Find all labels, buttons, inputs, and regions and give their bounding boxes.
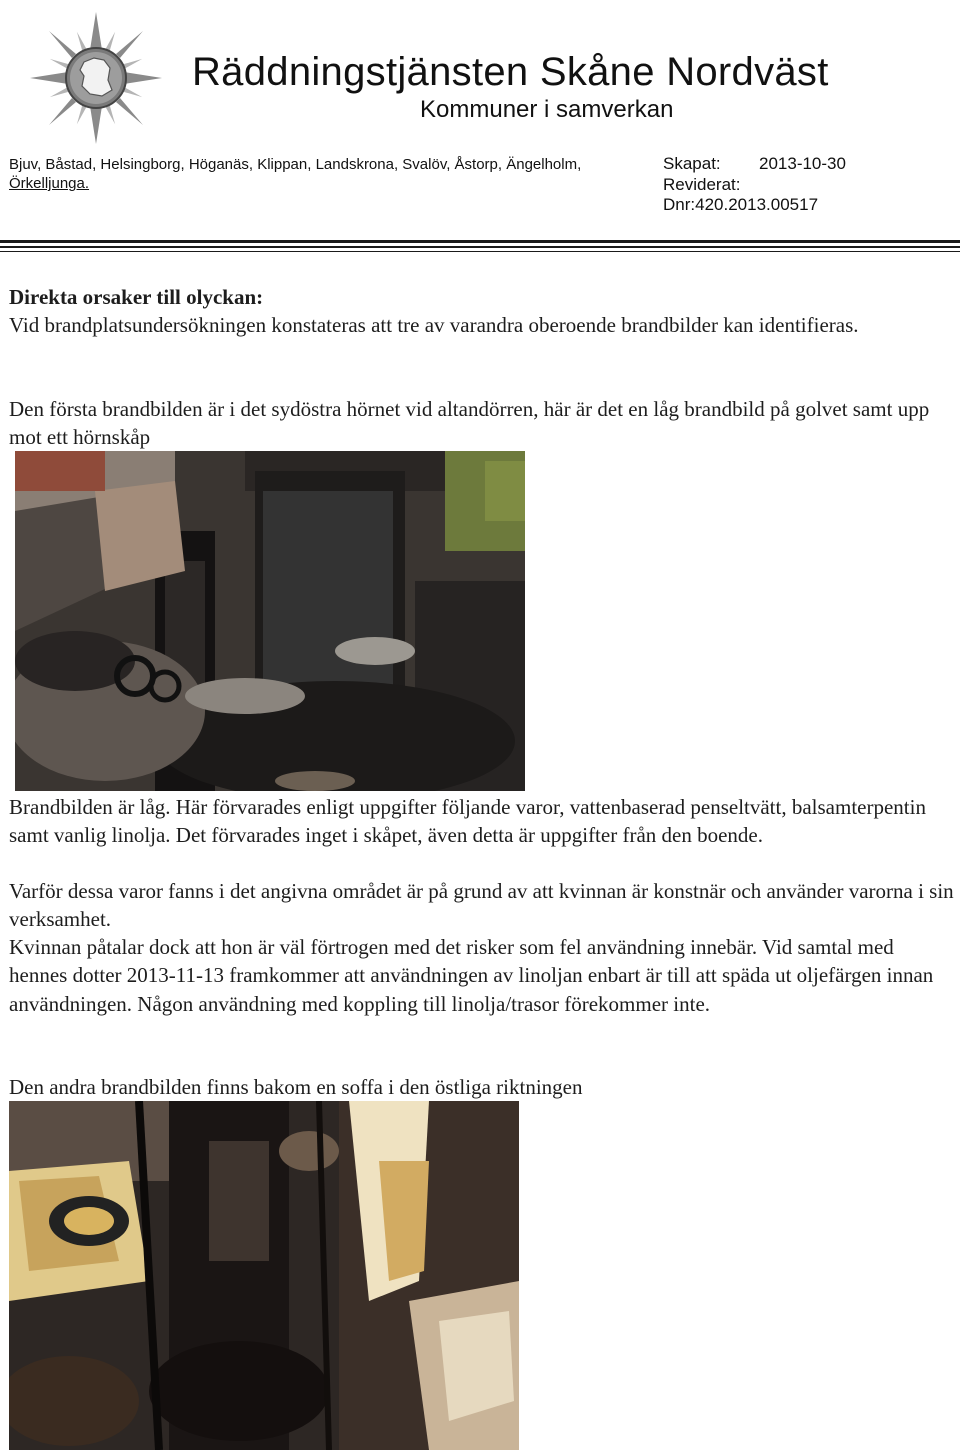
fire-service-logo-icon [28,10,164,146]
revised-label: Reviderat: [663,174,741,194]
second-fire-paragraph: Den andra brandbilden finns bakom en soffa i den östliga riktningen [9,1075,583,1099]
organization-subtitle: Kommuner i samverkan [420,96,674,123]
reason-paragraph: Varför dessa varor fanns i det angivna området är på grund av att kvinnan är konstnär och använder varorna i sin verksamhet. [9,879,954,932]
header-divider [0,246,960,248]
organization-name: Räddningstjänsten Skåne Nordväst [192,50,829,94]
section-heading: Direkta orsaker till olyckan: [9,285,264,309]
header-divider [0,240,960,243]
document-meta [663,154,923,216]
created-label: Skapat: [663,154,721,173]
remark-paragraph: Kvinnan påtalar dock att hon är väl förtrogen med det risker som fel användning innebär. Vid samtal med hennes dotter 2013-11-13 framkommer att användningen av linoljan enbart är till att späda ut oljefärgen innan användningen. Någon användning med koppling till linolja/trasor förekommer inte. [9,935,934,1016]
created-row [663,154,923,175]
fire-photo-corner-cabinet [15,451,525,791]
intro-paragraph: Vid brandplatsundersökningen konstateras att tre av varandra oberoende brandbilder kan identifieras. [9,313,859,337]
municipality-list-line-underlined: Örkelljunga. [9,175,90,192]
registration-number: Dnr:420.2013.00517 [663,195,819,214]
revised-row [663,175,923,196]
first-fire-paragraph: Den första brandbilden är i det sydöstra hörnet vid altandörren, här är det en låg brandbild på golvet samt upp mot ett hörnskåp [9,397,930,450]
municipality-list [9,155,659,193]
municipality-list-line: Bjuv, Båstad, Helsingborg, Höganäs, Klippan, Landskrona, Svalöv, Åstorp, Ängelholm, [9,156,582,173]
created-date: 2013-10-30 [759,154,846,173]
header-divider [0,251,960,252]
fire-photo-behind-sofa [9,1101,519,1450]
description-paragraph: Brandbilden är låg. Här förvarades enligt uppgifter följande varor, vattenbaserad penseltvätt, balsamterpentin samt vanlig linolja. Det förvarades inget i skåpet, även detta är uppgifter från den boende. [9,795,926,848]
